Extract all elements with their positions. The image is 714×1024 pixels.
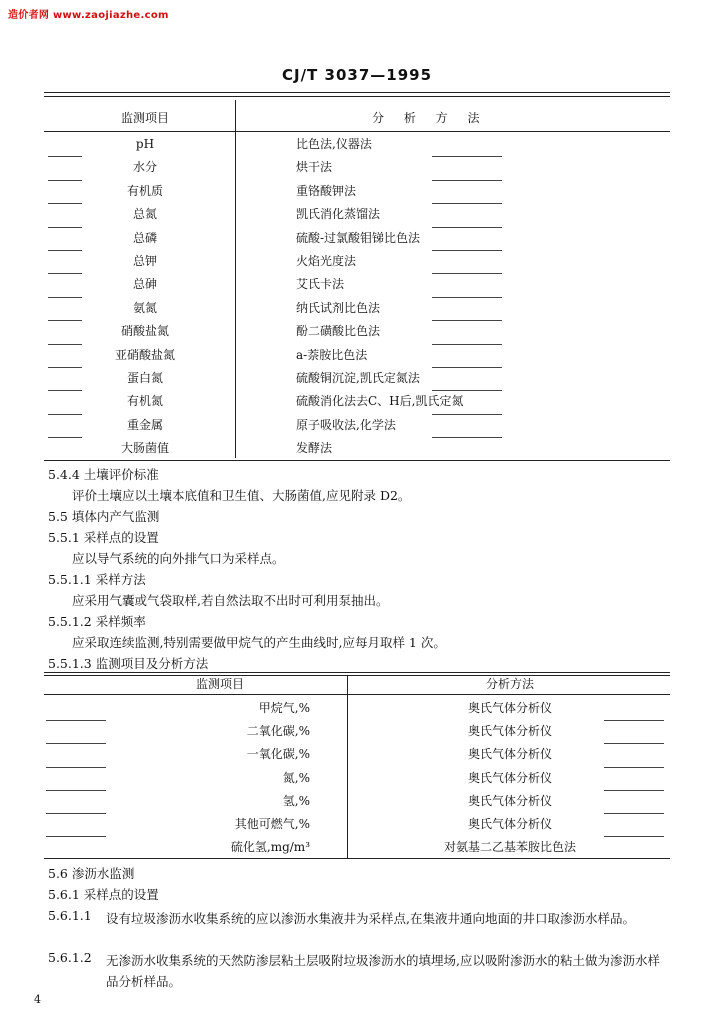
- table-2-cell-method: 奥氏气体分析仪: [467, 817, 552, 831]
- table-1-cell-item: 总钾: [132, 254, 157, 268]
- section-5-6-1-2-body: 无渗沥水收集系统的天然防渗层粘土层吸附垃圾渗沥水的填埋场,应以吸附渗沥水的粘土做为渗沥水样品分析样品。: [106, 953, 660, 989]
- row-separator: [48, 227, 82, 228]
- table-1-cell-item: 氨氮: [132, 300, 157, 315]
- table-1-cell-item: 有机质: [126, 183, 163, 198]
- row-separator: [604, 720, 664, 721]
- row-separator: [432, 180, 502, 181]
- row-separator: [46, 836, 106, 837]
- table-2-cell-method: 奥氏气体分析仪: [467, 793, 552, 808]
- section-5-5-1-2-body: 应采取连续监测,特别需要做甲烷气的产生曲线时,应每月取样 1 次。: [72, 635, 446, 650]
- row-separator: [48, 367, 82, 368]
- table-1-cell-item: 硝酸盐氮: [120, 324, 169, 339]
- table-2-cell-item: 一氧化碳,%: [246, 747, 310, 762]
- table-2-column-divider: [347, 675, 348, 858]
- table-2-top-rule: [44, 672, 670, 673]
- row-separator: [432, 227, 502, 228]
- table-1-cell-method: 火焰光度法: [296, 254, 357, 268]
- table-2-cell-item: 甲烷气,%: [258, 701, 310, 715]
- table-2-cell-item: 氮,%: [282, 770, 310, 785]
- section-5-6-1-heading: 5.6.1 采样点的设置: [48, 887, 159, 902]
- section-5-5-heading: 5.5 填体内产气监测: [48, 509, 160, 524]
- row-separator: [432, 156, 502, 157]
- table-2-cell-item: 氢,%: [282, 793, 310, 808]
- section-5-6-1-1-heading: 5.6.1.1: [48, 908, 92, 923]
- row-separator: [48, 203, 82, 204]
- section-5-5-1-3-heading: 5.5.1.3 监测项目及分析方法: [48, 656, 209, 671]
- row-separator: [46, 767, 106, 768]
- table-1-cell-method: 艾氏卡法: [296, 277, 345, 292]
- table-1-cell-item: 水分: [132, 160, 157, 175]
- table-1-cell-method: 硫酸铜沉淀,凯氏定氮法: [296, 371, 420, 385]
- row-separator: [432, 437, 502, 438]
- table-1-top-rule-inner: [44, 96, 670, 97]
- page-number: 4: [34, 993, 41, 1006]
- table-1-cell-item: 有机氮: [126, 394, 163, 409]
- row-separator: [432, 250, 502, 251]
- standard-code-header: CJ/T 3037—1995: [281, 66, 433, 84]
- row-separator: [48, 250, 82, 251]
- row-separator: [432, 390, 502, 391]
- table-1-cell-item: 总磷: [132, 230, 157, 245]
- watermark: 造价者网 www.zaojiazhe.com: [8, 10, 169, 21]
- section-5-5-1-body: 应以导气系统的向外排气口为采样点。: [72, 551, 285, 566]
- table-2-cell-method: 奥氏气体分析仪: [467, 770, 552, 785]
- table-2-top-rule-inner: [44, 675, 670, 676]
- table-1-cell-item: 亚硝酸盐氮: [114, 347, 175, 362]
- table-2-cell-method: 对氨基二乙基苯胺比色法: [443, 840, 576, 855]
- table-1-header-rule: [44, 131, 670, 132]
- section-5-4-4-heading: 5.4.4 土壤评价标准: [48, 467, 159, 482]
- row-separator: [604, 743, 664, 744]
- table-2-cell-item: 二氧化碳,%: [246, 724, 310, 739]
- table-2-cell-method: 奥氏气体分析仪: [467, 747, 552, 762]
- row-separator: [604, 813, 664, 814]
- row-separator: [48, 297, 82, 298]
- table-1-cell-item: 总氮: [132, 207, 157, 222]
- table-2-header-rule: [44, 694, 670, 695]
- table-1-cell-item: 蛋白氮: [126, 371, 163, 385]
- table-1-cell-method: 烘干法: [296, 160, 333, 175]
- row-separator: [46, 813, 106, 814]
- table-1-cell-item: 重金属: [126, 417, 163, 432]
- row-separator: [48, 180, 82, 181]
- row-separator: [48, 390, 82, 391]
- table-1-header-method: 分 析 方 法: [372, 111, 488, 125]
- row-separator: [48, 344, 82, 345]
- section-5-6-heading: 5.6 渗沥水监测: [48, 866, 135, 881]
- row-separator: [48, 156, 82, 157]
- table-2-cell-method: 奥氏气体分析仪: [467, 701, 552, 715]
- section-5-5-1-2-heading: 5.5.1.2 采样频率: [48, 614, 146, 629]
- row-separator: [48, 320, 82, 321]
- row-separator: [46, 790, 106, 791]
- row-separator: [432, 414, 502, 415]
- table-1-cell-item: 大肠菌值: [120, 441, 169, 456]
- row-separator: [48, 273, 82, 274]
- table-2-header-item: 监测项目: [195, 677, 244, 691]
- section-5-6-1-2-heading: 5.6.1.2: [48, 950, 92, 965]
- section-5-5-1-heading: 5.5.1 采样点的设置: [48, 530, 159, 545]
- table-1-cell-item: 总砷: [132, 277, 157, 292]
- table-1-cell-method: 硫酸-过氯酸钼锑比色法: [296, 230, 421, 245]
- table-1-cell-method: 纳氏试剂比色法: [296, 300, 381, 315]
- section-5-5-1-1-heading: 5.5.1.1 采样方法: [48, 572, 146, 587]
- row-separator: [604, 836, 664, 837]
- row-separator: [48, 437, 82, 438]
- table-1-cell-item: pH: [135, 137, 155, 151]
- table-2-bottom-rule: [44, 858, 670, 859]
- row-separator: [432, 273, 502, 274]
- row-separator: [48, 414, 82, 415]
- table-1-top-rule: [44, 92, 670, 93]
- table-1-cell-method: 发酵法: [296, 441, 333, 456]
- table-1-cell-method: 凯氏消化蒸馏法: [296, 207, 381, 222]
- table-1-cell-method: 比色法,仪器法: [296, 137, 372, 151]
- table-1-header-item: 监测项目: [120, 111, 169, 125]
- table-1-cell-method: 重铬酸钾法: [296, 183, 357, 198]
- table-2-cell-item: 硫化氢,mg/m³: [230, 840, 310, 855]
- row-separator: [432, 367, 502, 368]
- row-separator: [432, 344, 502, 345]
- table-1-cell-method: 酚二磺酸比色法: [296, 324, 381, 339]
- row-separator: [432, 320, 502, 321]
- table-2-header-method: 分析方法: [485, 677, 534, 691]
- table-2-cell-item: 其他可燃气,%: [234, 817, 310, 831]
- table-2-cell-method: 奥氏气体分析仪: [467, 724, 552, 739]
- table-1-cell-method: a-萘胺比色法: [296, 347, 368, 362]
- row-separator: [46, 720, 106, 721]
- section-5-6-1-1-body: 设有垃圾渗沥水收集系统的应以渗沥水集液井为采样点,在集液井通向地面的井口取渗沥水样品。: [106, 911, 635, 926]
- section-5-4-4-body: 评价土壤应以土壤本底值和卫生值、大肠菌值,应见附录 D2。: [72, 488, 411, 503]
- row-separator: [432, 297, 502, 298]
- table-1-bottom-rule: [44, 460, 670, 461]
- row-separator: [432, 203, 502, 204]
- row-separator: [46, 743, 106, 744]
- section-5-5-1-1-body: 应采用气囊或气袋取样,若自然法取不出时可利用泵抽出。: [72, 593, 389, 608]
- table-1-column-divider: [235, 100, 236, 458]
- row-separator: [604, 767, 664, 768]
- table-1-cell-method: 原子吸收法,化学法: [296, 417, 396, 432]
- row-separator: [604, 790, 664, 791]
- table-1-cell-method: 硫酸消化法去C、H后,凯氏定氮: [296, 394, 464, 409]
